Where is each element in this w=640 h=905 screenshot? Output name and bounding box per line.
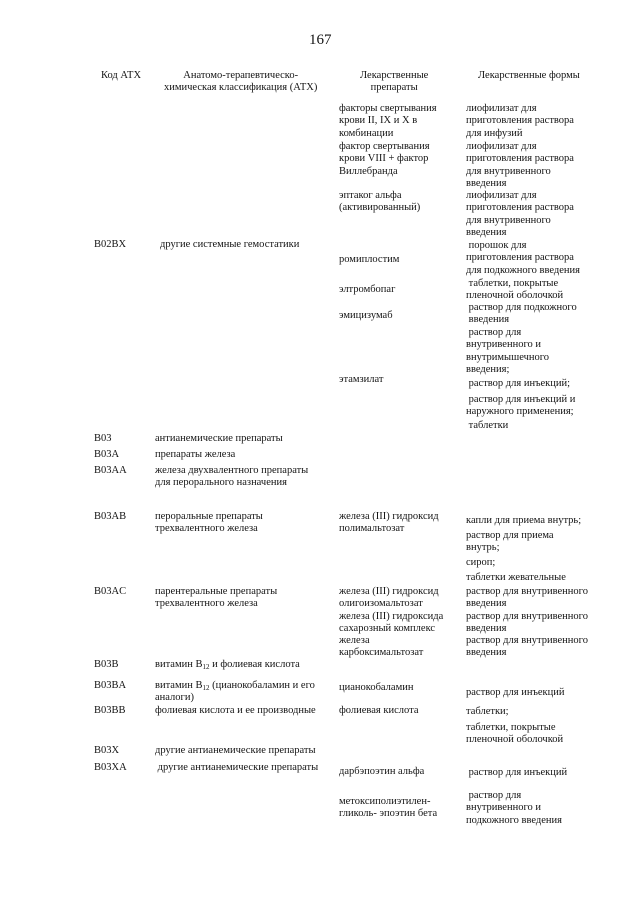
header-forms: Лекарственные формы bbox=[478, 70, 580, 81]
atc-class: пероральные препараты трехвалентного железа bbox=[155, 511, 263, 535]
form-cell: таблетки, покрытые пленочной оболочкой bbox=[466, 722, 564, 746]
form-cell: таблетки жевательные bbox=[466, 572, 566, 583]
header-code: Код АТХ bbox=[101, 70, 142, 81]
atc-class: другие антианемические препараты bbox=[155, 745, 316, 756]
form-cell: капли для приема внутрь; bbox=[466, 515, 582, 526]
atc-code: B03 bbox=[94, 433, 112, 444]
form-cell: раствор для инъекций и наружного применения; bbox=[466, 394, 576, 418]
form-cell: раствор для инъекций bbox=[466, 767, 568, 778]
form-cell: сироп; bbox=[466, 557, 496, 568]
drug-cell: метоксиполиэтилен- гликоль- эпоэтин бета bbox=[339, 796, 438, 820]
drug-cell: железа (III) гидроксид полимальтозат bbox=[339, 511, 439, 535]
atc-class: витамин $B_{12}$ (цианокобаламин и его аналоги) bbox=[155, 680, 315, 704]
form-cell: раствор для внутривенного и подкожного введения bbox=[466, 790, 562, 826]
form-cell: лиофилизат для приготовления раствора для инфузий bbox=[466, 103, 574, 139]
atc-code: B03AB bbox=[94, 511, 127, 522]
form-cell: лиофилизат для приготовления раствора для внутривенного введения bbox=[466, 190, 574, 238]
drug-cell: эмицизумаб bbox=[339, 310, 393, 321]
atc-class: другие системные гемостатики bbox=[160, 239, 300, 250]
atc-class: витамин $B_{12}$ и фолиевая кислота bbox=[155, 659, 300, 671]
atc-code: B03XA bbox=[94, 762, 127, 773]
form-cell: раствор для инъекций; bbox=[466, 378, 571, 389]
atc-code: B03X bbox=[94, 745, 120, 756]
form-cell: таблетки, покрытые пленочной оболочкой bbox=[466, 278, 564, 302]
form-cell: раствор для внутривенного введения раствор для внутривенного введения раствор для внутривенного введения bbox=[466, 586, 588, 659]
atc-class: препараты железа bbox=[155, 449, 236, 460]
drug-cell: эптаког альфа (активированный) bbox=[339, 190, 421, 214]
atc-code: B03BB bbox=[94, 705, 126, 716]
drug-cell: цианокобаламин bbox=[339, 682, 414, 693]
form-cell: раствор для подкожного введения bbox=[468, 302, 577, 326]
atc-code: B03A bbox=[94, 449, 120, 460]
atc-class: парентеральные препараты трехвалентного железа bbox=[155, 586, 278, 610]
drug-cell: ромиплостим bbox=[339, 254, 400, 265]
atc-code: B03B bbox=[94, 659, 119, 670]
form-cell: лиофилизат для приготовления раствора для внутривенного введения bbox=[466, 141, 574, 189]
drug-cell: железа (III) гидроксид олигоизомальтозат железа (III) гидроксида сахарозный комплекс железа карбоксимальтозат bbox=[339, 586, 444, 659]
atc-code: B03BA bbox=[94, 680, 127, 691]
drug-cell: этамзилат bbox=[339, 374, 384, 385]
atc-class: антианемические препараты bbox=[155, 433, 283, 444]
drug-cell: фолиевая кислота bbox=[339, 705, 419, 716]
form-cell: раствор для приема внутрь; bbox=[466, 530, 554, 554]
header-classification: Анатомо-терапевтическо- химическая классификация (АТХ) bbox=[164, 70, 318, 94]
form-cell: раствор для инъекций bbox=[466, 687, 565, 698]
drug-cell: факторы свертывания крови II, IX и X в комбинации bbox=[339, 103, 437, 139]
drug-cell: элтромбопаг bbox=[339, 284, 396, 295]
atc-code: B03AC bbox=[94, 586, 127, 597]
header-drugs: Лекарственные препараты bbox=[360, 70, 429, 94]
page-number: 167 bbox=[309, 32, 332, 48]
drug-cell: фактор свертывания крови VIII + фактор Виллебранда bbox=[339, 141, 430, 177]
form-cell: порошок для приготовления раствора для подкожного введения bbox=[466, 240, 580, 276]
atc-class: другие антианемические препараты bbox=[155, 762, 319, 773]
atc-class: фолиевая кислота и ее производные bbox=[155, 705, 316, 716]
form-cell: раствор для внутривенного и внутримышечного введения; bbox=[466, 327, 550, 375]
drug-cell: дарбэпоэтин альфа bbox=[339, 766, 425, 777]
form-cell: таблетки bbox=[466, 420, 509, 431]
atc-code: B02BX bbox=[94, 239, 127, 250]
atc-class: железа двухвалентного препараты для перорального назначения bbox=[155, 465, 309, 489]
form-cell: таблетки; bbox=[466, 706, 509, 717]
atc-code: B03AA bbox=[94, 465, 127, 476]
